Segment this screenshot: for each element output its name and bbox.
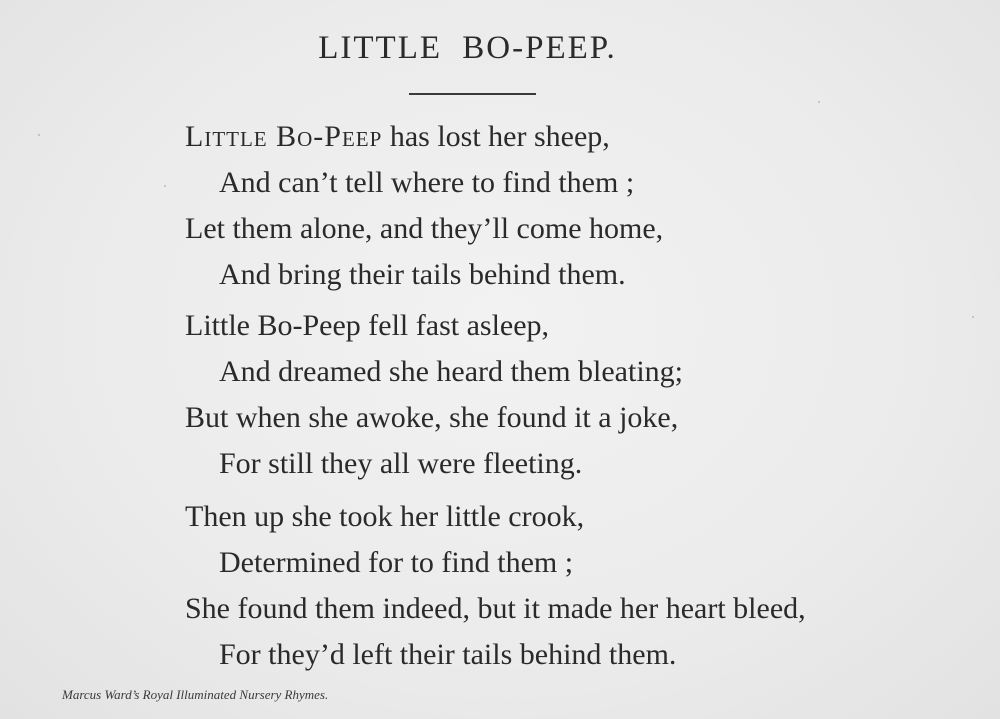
paper-speck	[818, 101, 820, 103]
line-text: has lost her sheep,	[382, 120, 610, 153]
paper-speck	[38, 134, 40, 136]
stanza-1-line-2: And can’t tell where to find them ;	[219, 166, 635, 199]
stanza-2-line-2: And dreamed she heard them bleating;	[219, 355, 684, 388]
stanza-3-line-3: She found them indeed, but it made her heart bleed,	[185, 592, 806, 625]
stanza-2-line-3: But when she awoke, she found it a joke,	[185, 401, 679, 434]
stanza-1	[185, 114, 663, 298]
stanza-2-line-4: For still they all were fleeting.	[219, 447, 583, 480]
paper-speck	[164, 185, 166, 187]
stanza-1-line-3: Let them alone, and they’ll come home,	[185, 212, 664, 245]
stanza-3-line-4: For they’d left their tails behind them.	[219, 638, 677, 671]
title-rule	[409, 93, 536, 95]
stanza-3-line-2: Determined for to find them ;	[219, 546, 574, 579]
stanza-1-line-1	[185, 114, 663, 160]
stanza-1-line-4: And bring their tails behind them.	[219, 258, 626, 291]
stanza-3	[185, 494, 806, 678]
smallcaps-lead: Little Bo-Peep	[185, 120, 383, 153]
stanza-2	[185, 303, 683, 487]
stanza-2-line-1: Little Bo-Peep fell fast asleep,	[185, 309, 550, 342]
paper-speck	[972, 316, 974, 318]
publisher-imprint: Marcus Ward’s Royal Illuminated Nursery Rhymes.	[62, 687, 329, 702]
poem-title: LITTLE BO-PEEP.	[318, 30, 617, 66]
stanza-3-line-1: Then up she took her little crook,	[185, 500, 585, 533]
